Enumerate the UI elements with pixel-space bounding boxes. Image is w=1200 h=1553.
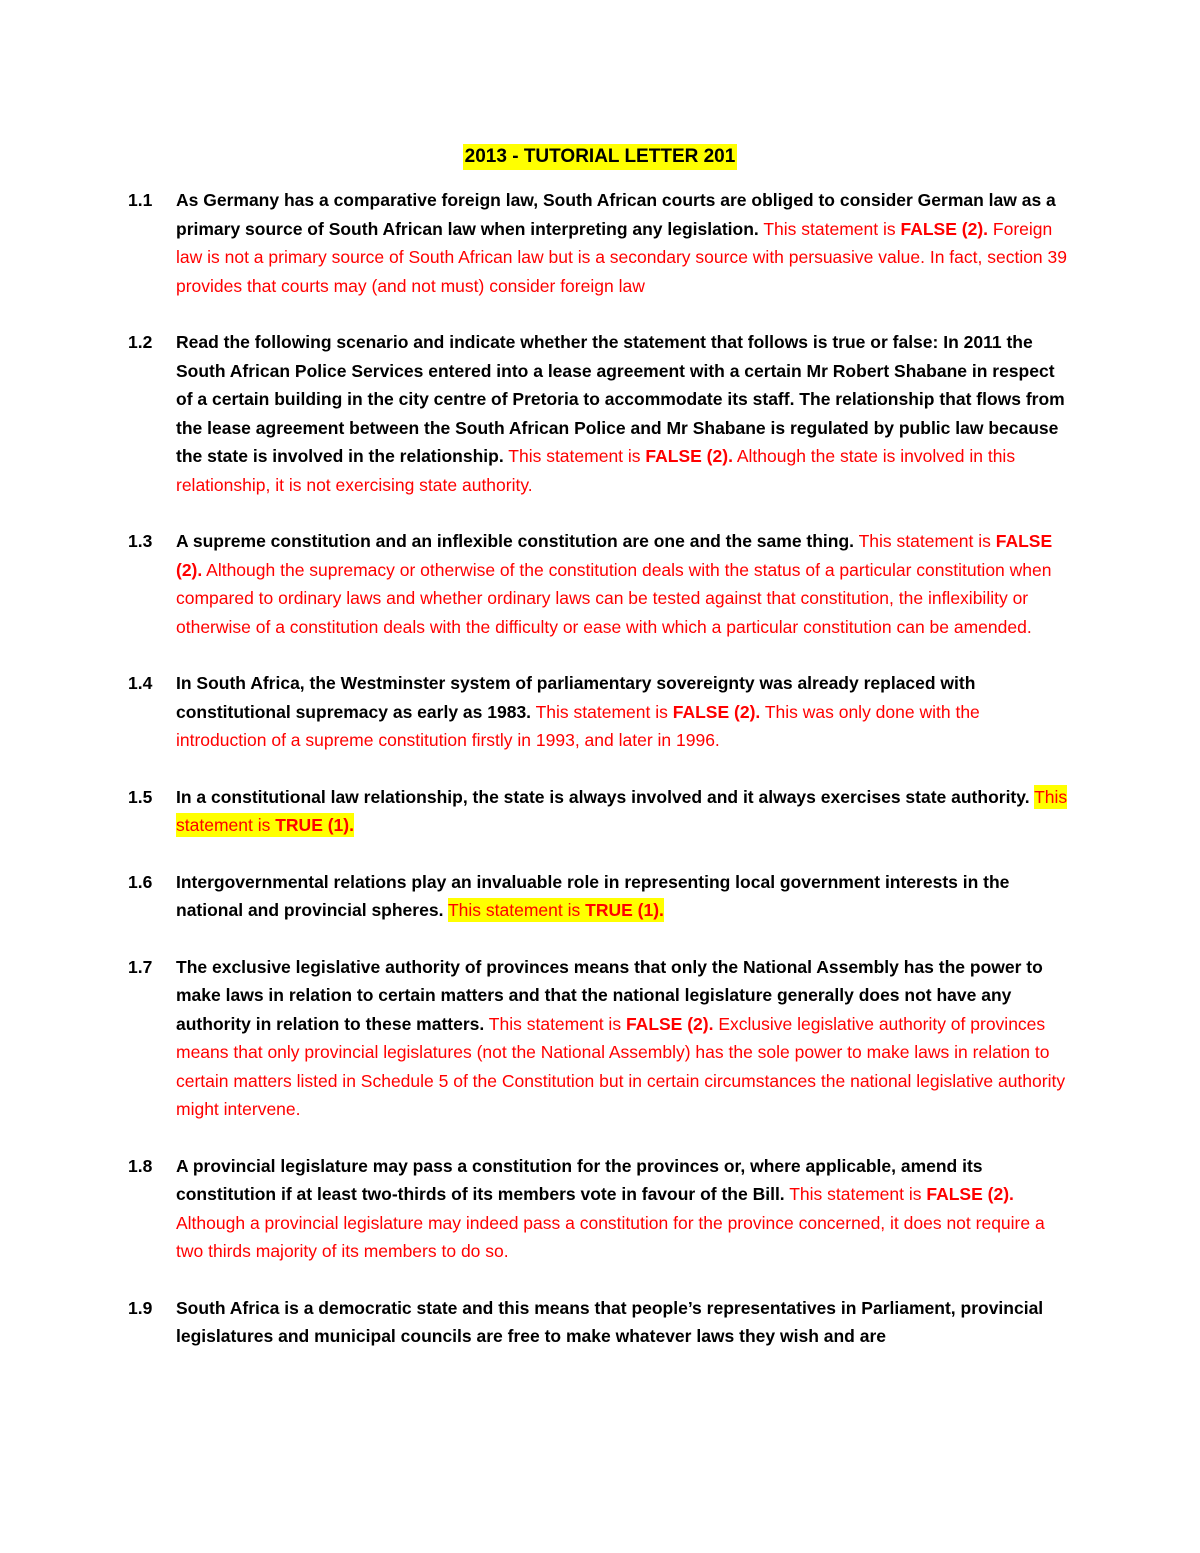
answer-verdict: FALSE (2). — [176, 531, 1053, 580]
question-number: 1.4 — [128, 673, 153, 693]
answer-prefix: This statement is — [858, 531, 991, 551]
question-text: A supreme constitution and an inflexible constitution are one and the same thing. — [176, 531, 855, 551]
question-body — [176, 669, 1068, 755]
answer-verdict: TRUE (1). — [585, 900, 664, 920]
question-item — [128, 1152, 1068, 1266]
question-body — [176, 1294, 1068, 1351]
answer-verdict: FALSE (2). — [926, 1184, 1014, 1204]
question-body — [176, 953, 1068, 1124]
question-number: 1.9 — [128, 1297, 153, 1318]
question-item — [128, 783, 1068, 840]
title-row — [0, 144, 1200, 170]
document-title: 2013 - TUTORIAL LETTER 201 — [463, 144, 738, 170]
question-item — [128, 527, 1068, 641]
question-text: As Germany has a comparative foreign law, South African courts are obliged to consider German law as a primary source of South African law when interpreting any legislation. — [176, 190, 1056, 239]
question-item — [128, 1294, 1068, 1351]
question-body — [176, 783, 1068, 840]
question-body — [176, 328, 1068, 499]
question-item — [128, 186, 1068, 300]
question-text: South Africa is a democratic state and this means that people’s representatives in Parliament, provincial legislatures and municipal councils are free to make whatever laws they wish and are — [176, 1297, 1044, 1346]
answer-verdict: TRUE (1). — [275, 815, 354, 835]
question-text: A provincial legislature may pass a constitution for the provinces or, where applicable, amend its constitution if at least two-thirds of its members vote in favour of the Bill. — [176, 1155, 983, 1204]
question-body — [176, 527, 1068, 641]
highlighted-answer — [448, 898, 664, 922]
question-text: In South Africa, the Westminster system of parliamentary sovereignty was already replaced with constitutional supremacy as early as 1983. — [176, 673, 976, 722]
answer-explanation: Although the supremacy or otherwise of the constitution deals with the status of a particular constitution when compared to ordinary laws and whether ordinary laws can be tested against that constitution, the inflexibility or otherwise of a constitution deals with the difficulty or ease with which a particular constitution can be amended. — [176, 559, 1052, 637]
question-item — [128, 953, 1068, 1124]
answer-prefix: This statement is — [176, 786, 1068, 835]
answer-verdict: FALSE (2). — [625, 1013, 714, 1034]
question-text: The exclusive legislative authority of provinces means that only the National Assembly has the power to make laws in relation to certain matters and that the national legislature generally does not have any authority in relation to these matters. — [176, 956, 1043, 1034]
answer-prefix: This statement is — [763, 218, 896, 239]
answer-prefix: This statement is — [447, 900, 581, 920]
question-number: 1.5 — [128, 786, 153, 807]
question-number: 1.7 — [128, 956, 153, 977]
answer-prefix: This statement is — [508, 446, 641, 466]
question-body — [176, 1152, 1068, 1266]
question-text: Read the following scenario and indicate whether the statement that follows is true or false: In 2011 the South African Police Services entered into a lease agreement with a certain Mr Robert Shabane in respect of a certain building in the city centre of Pretoria to accommodate its staff. The relationship that flows from the lease agreement between the South African Police and Mr Shabane is regulated by public law because the state is involved in the relationship. — [176, 332, 1065, 466]
answer-prefix: This statement is — [535, 701, 668, 722]
question-item — [128, 328, 1068, 499]
question-text: In a constitutional law relationship, the state is always involved and it always exercises state authority. — [176, 786, 1030, 807]
answer-prefix: This statement is — [488, 1013, 622, 1034]
question-text: Intergovernmental relations play an invaluable role in representing local government interests in the national and provincial spheres. — [176, 871, 1010, 920]
question-list — [128, 186, 1068, 1379]
question-body — [176, 868, 1068, 925]
question-number: 1.1 — [128, 190, 153, 210]
answer-verdict: FALSE (2). — [672, 701, 761, 722]
answer-explanation: This was only done with the introduction of a supreme constitution firstly in 1993, and later in 1996. — [176, 701, 980, 750]
question-number: 1.3 — [128, 531, 153, 551]
question-number: 1.6 — [128, 871, 153, 892]
answer-explanation: Although the state is involved in this relationship, it is not exercising state authority. — [176, 446, 1016, 495]
answer-explanation: Exclusive legislative authority of provinces means that only provincial legislatures (not the National Assembly) has the sole power to make laws in relation to certain matters listed in Schedule 5 of the Constitution but in certain circumstances the national legislative authority might intervene. — [176, 1013, 1066, 1119]
question-body — [176, 186, 1068, 300]
answer-verdict: FALSE (2). — [900, 218, 989, 239]
question-number: 1.2 — [128, 332, 153, 352]
question-item — [128, 868, 1068, 925]
answer-explanation: Foreign law is not a primary source of South African law but is a secondary source with persuasive value. In fact, section 39 provides that courts may (and not must) consider foreign law — [176, 218, 1067, 296]
answer-explanation: Although a provincial legislature may indeed pass a constitution for the province concerned, it does not require a two thirds majority of its members to do so. — [176, 1212, 1045, 1261]
question-item — [128, 669, 1068, 755]
answer-verdict: FALSE (2). — [645, 446, 733, 466]
question-number: 1.8 — [128, 1155, 153, 1176]
answer-prefix: This statement is — [789, 1184, 922, 1204]
